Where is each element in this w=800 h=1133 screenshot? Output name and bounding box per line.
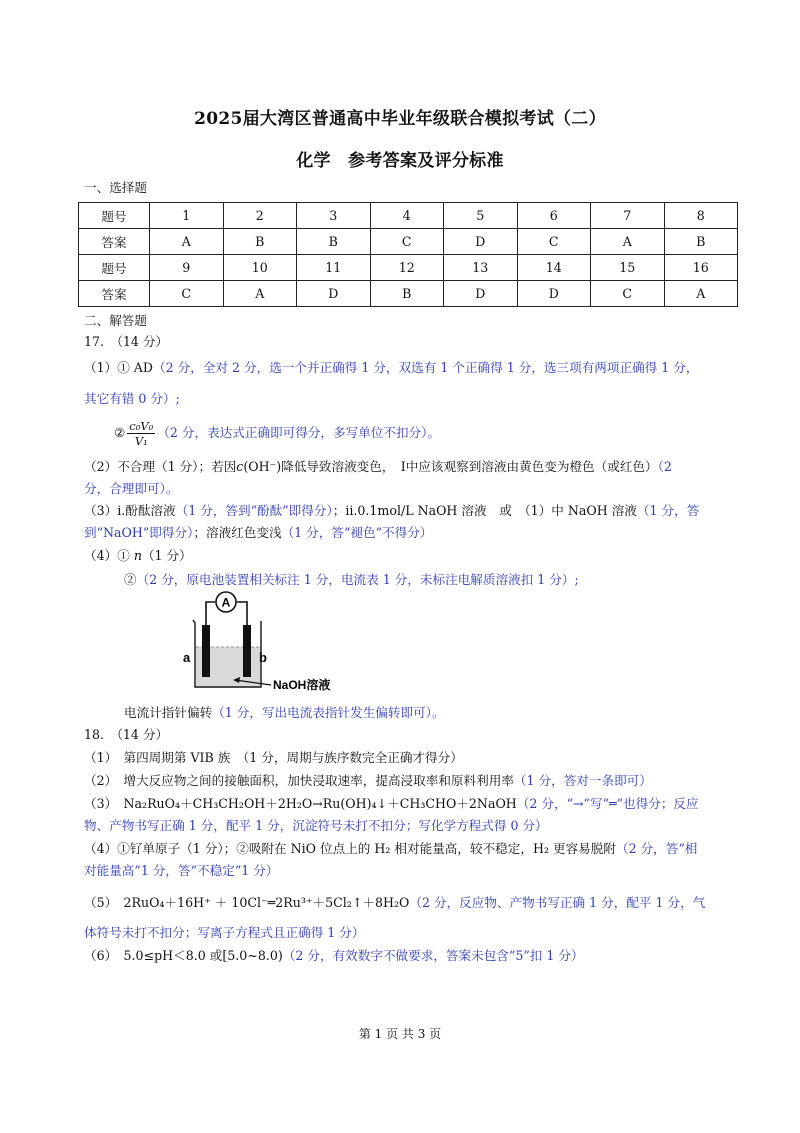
electrode-b bbox=[243, 625, 251, 677]
q18-part4-line2: 对能量高”1 分，答“不稳定”1 分） bbox=[84, 863, 279, 878]
q18-part5-line2: 体符号未打不扣分；写离子方程式且正确得 1 分） bbox=[84, 925, 365, 940]
q17-part1-line2: 其它有错 0 分）; bbox=[84, 391, 180, 406]
answer-table-cell: B bbox=[664, 229, 738, 255]
q18-part1: （1） 第四周期第 VIB 族 （1 分，周期与族序数完全正确才得分） bbox=[84, 750, 463, 765]
q17-part1-line1: （1）① AD（2 分，全对 2 分，选一个并正确得 1 分，双选有 1 个正确得 1 分，选三项有两项正确得 1 分， bbox=[84, 360, 699, 375]
q18-part5-line1: （5） 2RuO₄＋16H⁺ ＋ 10Cl⁻═2Ru³⁺＋5Cl₂↑＋8H₂O（2 分，反应物、产物书写正确 1 分，配平 1 分，气 bbox=[84, 895, 706, 910]
answer-table-cell: 9 bbox=[150, 255, 224, 281]
answer-table-cell: C bbox=[370, 229, 444, 255]
answer-table-cell: C bbox=[150, 281, 224, 307]
answer-table-cell: B bbox=[223, 229, 297, 255]
ammeter-label: A bbox=[221, 595, 231, 610]
answer-table-cell: 2 bbox=[223, 203, 297, 229]
answer-table-cell: 3 bbox=[297, 203, 371, 229]
answer-table-cell: D bbox=[444, 229, 518, 255]
answer-table-row bbox=[79, 229, 738, 255]
answer-table-row bbox=[79, 281, 738, 307]
q17-part1-fraction-line: ② $\frac{\text{c₀V₀}}{\text{V₁}}$ （2 分，表达式正确即可得分，多写单位不扣分）。 bbox=[114, 419, 441, 448]
answer-table-cell: A bbox=[150, 229, 224, 255]
left-wire bbox=[206, 602, 215, 625]
q17-part2-line1: （2）不合理（1 分）；若因c(OH⁻)降低导致溶液变色， Ⅰ中应该观察到溶液由黄色变为橙色（或红色）（2 bbox=[84, 459, 672, 474]
answer-table-cell: 12 bbox=[370, 255, 444, 281]
electrode-b-label: b bbox=[259, 650, 267, 665]
exam-title: 2025届大湾区普通高中毕业年级联合模拟考试（二） bbox=[194, 109, 606, 129]
answer-table-cell: B bbox=[370, 281, 444, 307]
answer-table-cell: A bbox=[223, 281, 297, 307]
answer-table-cell: 8 bbox=[664, 203, 738, 229]
exam-subtitle: 化学 参考答案及评分标准 bbox=[296, 151, 504, 171]
answer-table-row-label: 答案 bbox=[79, 229, 150, 255]
q17-part3-line1: （3）i.酚酞溶液（1 分，答到“酚酞”即得分）；ii.0.1mol/L NaOH 溶液 或 （1）中 NaOH 溶液（1 分，答 bbox=[84, 503, 700, 518]
q17-part3-line2: 到“NaOH”即得分）；溶液红色变浅（1 分，答“褪色”不得分） bbox=[84, 525, 433, 540]
answer-table-row-label: 题号 bbox=[79, 203, 150, 229]
answer-table-cell: 4 bbox=[370, 203, 444, 229]
answer-table-cell: 11 bbox=[297, 255, 371, 281]
answer-table-cell: 15 bbox=[591, 255, 665, 281]
answer-table-cell: 13 bbox=[444, 255, 518, 281]
right-wire bbox=[237, 602, 247, 625]
section-answer-heading: 二、解答题 bbox=[84, 313, 147, 328]
q18-part4-line1: （4）①钌单原子（1 分）；②吸附在 NiO 位点上的 H₂ 相对能量高，较不稳定，H₂ 更容易脱附（2 分，答“相 bbox=[84, 841, 698, 856]
answer-table-row bbox=[79, 255, 738, 281]
solution-label: NaOH溶液 bbox=[273, 678, 331, 692]
electrode-a bbox=[202, 625, 210, 677]
q17-part2-line2: 分，合理即可）。 bbox=[84, 481, 179, 496]
answer-table-cell: 16 bbox=[664, 255, 738, 281]
q17-part4-line3: 电流计指针偏转（1 分，写出电流表指针发生偏转即可）。 bbox=[124, 705, 445, 720]
electrode-a-label: a bbox=[183, 650, 191, 665]
answer-table-cell: 5 bbox=[444, 203, 518, 229]
answer-table-row-label: 题号 bbox=[79, 255, 150, 281]
answer-table-row-label: 答案 bbox=[79, 281, 150, 307]
answer-table-cell: D bbox=[517, 281, 591, 307]
section-choice-heading: 一、选择题 bbox=[84, 180, 147, 195]
galvanic-cell-diagram bbox=[175, 585, 365, 695]
answer-table-cell: A bbox=[591, 229, 665, 255]
answer-table-cell: C bbox=[591, 281, 665, 307]
answer-table-cell: 1 bbox=[150, 203, 224, 229]
answer-table-cell: D bbox=[297, 281, 371, 307]
q17-part4-line2: ②（2 分，原电池装置相关标注 1 分，电流表 1 分，未标注电解质溶液扣 1 分）; bbox=[124, 572, 579, 587]
q18-heading: 18. （14 分） bbox=[84, 727, 169, 742]
q18-part6: （6） 5.0≤pH＜8.0 或[5.0~8.0)（2 分，有效数字不做要求，答案未包含“5”扣 1 分） bbox=[84, 948, 584, 963]
concentration-fraction: $\frac{\text{c₀V₀}}{\text{V₁}}$ bbox=[129, 419, 154, 448]
answer-table-cell: 10 bbox=[223, 255, 297, 281]
answer-table-cell: 14 bbox=[517, 255, 591, 281]
answer-table-cell: D bbox=[444, 281, 518, 307]
answer-table bbox=[78, 202, 738, 307]
q17-part4-line1: （4）① n（1 分） bbox=[84, 548, 192, 563]
page-footer: 第 1 页 共 3 页 bbox=[358, 1027, 442, 1041]
answer-table-cell: 7 bbox=[591, 203, 665, 229]
q17-heading: 17. （14 分） bbox=[84, 334, 169, 349]
answer-table-cell: C bbox=[517, 229, 591, 255]
q18-part3-line2: 物、产物书写正确 1 分，配平 1 分，沉淀符号未打不扣分；写化学方程式得 0 分） bbox=[84, 818, 548, 833]
q18-part2: （2） 增大反应物之间的接触面积，加快浸取速率，提高浸取率和原料利用率（1 分，答对一条即可） bbox=[84, 773, 652, 788]
q18-part3-line1: （3） Na₂RuO₄＋CH₃CH₂OH＋2H₂O→Ru(OH)₄↓＋CH₃CHO＋2NaOH（2 分，“→”写“═”也得分；反应 bbox=[84, 796, 699, 811]
answer-table-cell: A bbox=[664, 281, 738, 307]
answer-table-row bbox=[79, 203, 738, 229]
answer-table-cell: B bbox=[297, 229, 371, 255]
answer-table-cell: 6 bbox=[517, 203, 591, 229]
